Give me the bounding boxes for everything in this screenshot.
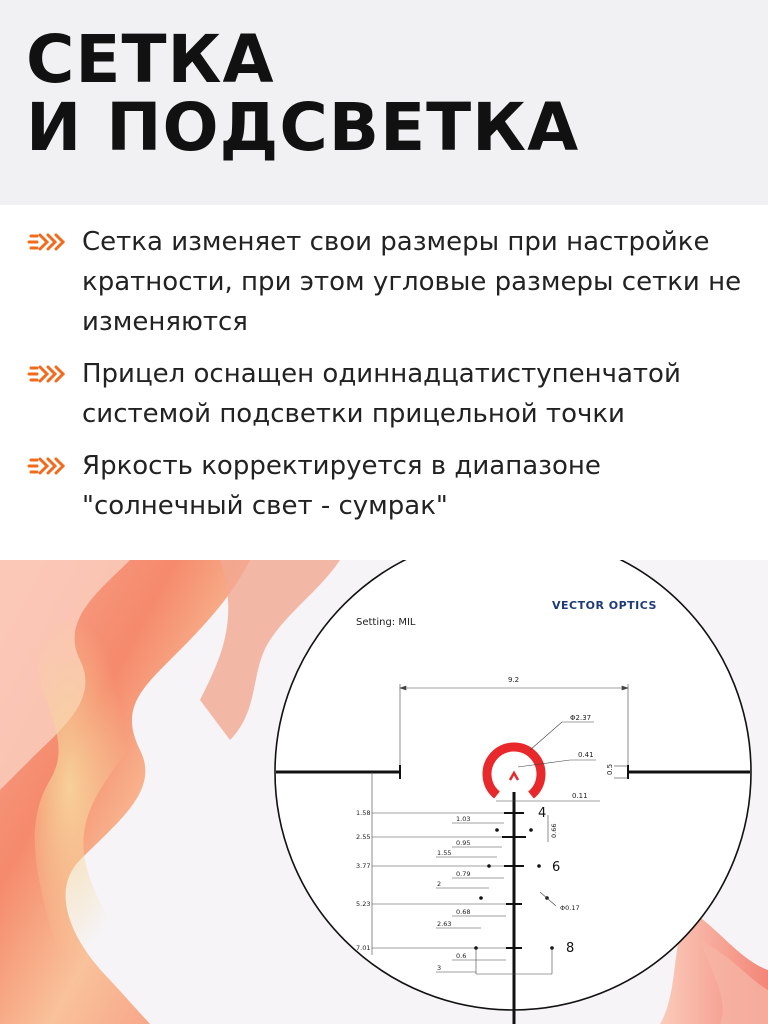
feature-text: Сетка изменяет свои размеры при настройке кратности, при этом угловые размеры сетки не изменяются — [82, 227, 742, 337]
mark-4: 4 — [538, 806, 547, 821]
small-gap-label: 0.66 — [550, 823, 558, 838]
reticle-diagram — [0, 560, 768, 1024]
top-width-label: 9.2 — [508, 676, 520, 684]
setting-label: Setting: MIL — [356, 617, 416, 628]
feature-list — [26, 222, 746, 538]
width-label-3: 0.79 — [456, 870, 471, 878]
drop-label-1: 1.58 — [356, 809, 371, 817]
feature-item — [26, 222, 746, 342]
triple-chevron-icon — [26, 232, 66, 252]
width-label-1: 1.03 — [456, 815, 471, 823]
mark-8: 8 — [566, 941, 575, 956]
width-label-4: 0.68 — [456, 908, 471, 916]
reticle-section — [0, 560, 768, 1024]
feature-text: Яркость корректируется в диапазоне "солнечный свет - сумрак" — [82, 451, 601, 521]
inner-dim-label: 0.41 — [578, 751, 594, 759]
title-line-2: И ПОДСВЕТКА — [26, 89, 580, 166]
drop-label-4: 5.23 — [356, 900, 371, 908]
dot-offset-label: 0.11 — [572, 792, 588, 800]
triple-chevron-icon — [26, 364, 66, 384]
title-line-1: СЕТКА — [26, 21, 275, 98]
header — [0, 0, 768, 205]
post-gap-label: 0.5 — [606, 763, 614, 775]
length-label-3: 2.63 — [437, 920, 452, 928]
length-label-1: 1.55 — [437, 849, 452, 857]
length-label-4: 3 — [437, 964, 442, 972]
width-label-2: 0.95 — [456, 839, 471, 847]
drop-label-3: 3.77 — [356, 862, 371, 870]
feature-item — [26, 354, 746, 434]
triple-chevron-icon — [26, 456, 66, 476]
width-label-5: 0.6 — [456, 952, 467, 960]
drop-label-2: 2.55 — [356, 833, 371, 841]
dot-dia-label: Φ0.17 — [560, 904, 580, 912]
length-label-2: 2 — [437, 880, 442, 888]
feature-item — [26, 446, 746, 526]
brand-logo: VECTOR OPTICS — [552, 599, 657, 612]
feature-text: Прицел оснащен одиннадцатиступенчатой системой подсветки прицельной точки — [82, 359, 681, 429]
page-title — [26, 21, 580, 166]
circle-dia-label: Φ2.37 — [570, 714, 592, 722]
drop-label-5: 7.01 — [356, 944, 371, 952]
mark-6: 6 — [552, 860, 561, 875]
